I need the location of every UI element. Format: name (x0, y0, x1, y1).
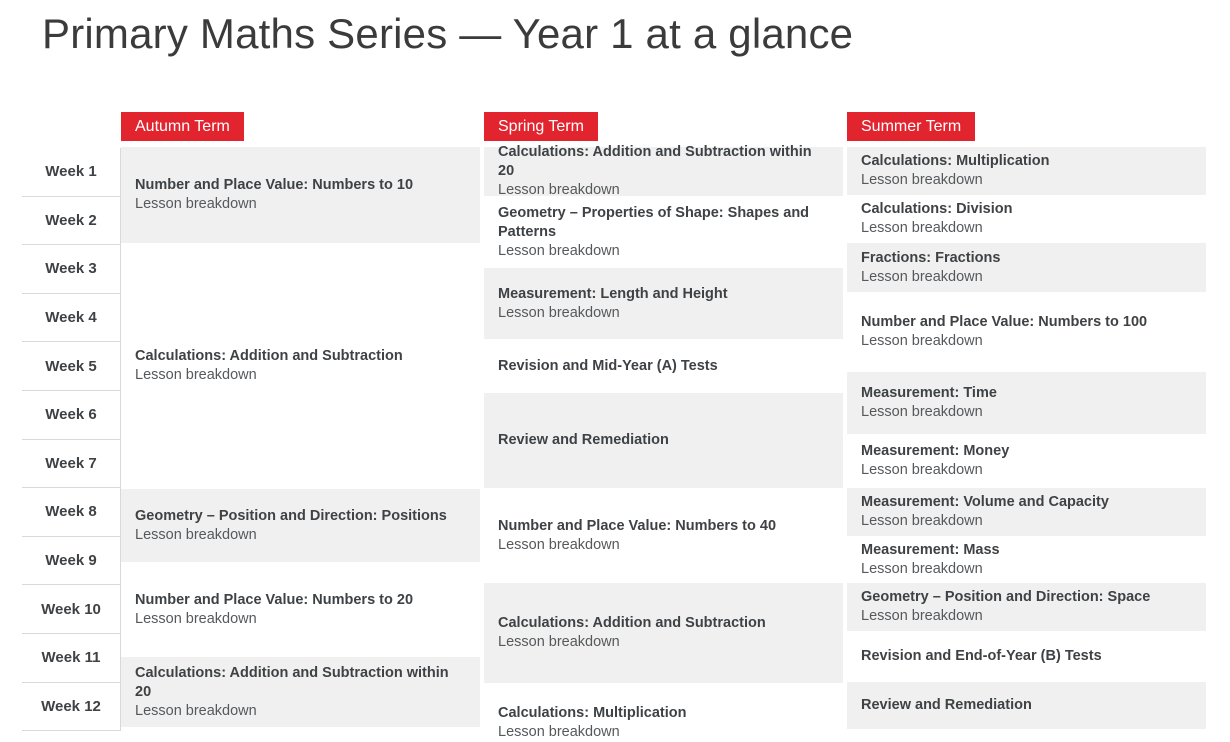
unit-title: Number and Place Value: Numbers to 20 (135, 591, 414, 608)
unit-title: Geometry – Properties of Shape: Shapes and Patterns (498, 204, 810, 240)
lesson-breakdown-link[interactable]: Lesson breakdown (498, 304, 620, 321)
week-column (22, 148, 121, 731)
term-column-summer-term (847, 112, 1206, 742)
unit-card (484, 268, 843, 339)
unit-card (484, 393, 843, 488)
unit-title: Geometry – Position and Direction: Positions (135, 507, 447, 524)
week-label: Week 2 (22, 197, 120, 246)
unit-card (847, 292, 1206, 372)
unit-title: Revision and Mid-Year (A) Tests (498, 357, 718, 374)
unit-card (847, 682, 1206, 729)
lesson-breakdown-link[interactable]: Lesson breakdown (135, 196, 257, 212)
lesson-breakdown-link[interactable]: Lesson breakdown (861, 404, 983, 420)
lesson-breakdown-link[interactable]: Lesson breakdown (861, 608, 983, 624)
unit-card (847, 488, 1206, 536)
lesson-breakdown-link[interactable]: Lesson breakdown (498, 182, 620, 198)
unit-card (847, 631, 1206, 682)
lesson-breakdown-link[interactable]: Lesson breakdown (861, 333, 983, 349)
unit-card (484, 583, 843, 683)
unit-card (847, 536, 1206, 583)
term-badge-autumn-term: Autumn Term (121, 112, 244, 141)
term-badge-spring-term: Spring Term (484, 112, 598, 141)
unit-title: Measurement: Volume and Capacity (861, 494, 1109, 510)
lesson-breakdown-link[interactable]: Lesson breakdown (498, 634, 620, 650)
week-label: Week 8 (22, 488, 120, 537)
lesson-breakdown-link[interactable]: Lesson breakdown (135, 367, 257, 383)
unit-title: Number and Place Value: Numbers to 10 (135, 177, 414, 193)
unit-card (121, 657, 480, 727)
unit-card (484, 683, 843, 742)
term-badge-summer-term: Summer Term (847, 112, 975, 141)
lesson-breakdown-link[interactable]: Lesson breakdown (498, 536, 620, 553)
term-unit-list (121, 147, 480, 727)
lesson-breakdown-link[interactable]: Lesson breakdown (861, 268, 983, 285)
unit-title: Calculations: Addition and Subtraction within 20 (135, 664, 449, 700)
unit-card (121, 243, 480, 489)
lesson-breakdown-link[interactable]: Lesson breakdown (135, 526, 257, 543)
unit-title: Calculations: Multiplication (498, 705, 687, 721)
term-unit-list (847, 147, 1206, 729)
unit-card (847, 372, 1206, 434)
unit-card (484, 144, 843, 198)
lesson-breakdown-link[interactable]: Lesson breakdown (498, 724, 620, 740)
unit-title: Review and Remediation (861, 697, 1032, 713)
unit-card (847, 583, 1206, 631)
unit-card (847, 147, 1206, 195)
unit-title: Calculations: Addition and Subtraction (135, 348, 403, 364)
term-column-spring-term (484, 112, 843, 742)
unit-card (847, 195, 1206, 243)
unit-title: Measurement: Time (861, 385, 997, 401)
lesson-breakdown-link[interactable]: Lesson breakdown (861, 220, 983, 236)
lesson-breakdown-link[interactable]: Lesson breakdown (135, 702, 257, 719)
lesson-breakdown-link[interactable]: Lesson breakdown (861, 172, 983, 188)
unit-title: Revision and End-of-Year (B) Tests (861, 648, 1102, 664)
unit-card (847, 243, 1206, 292)
week-label: Week 3 (22, 245, 120, 294)
term-unit-list (484, 144, 843, 742)
unit-title: Measurement: Mass (861, 541, 1000, 558)
unit-title: Fractions: Fractions (861, 249, 1001, 266)
lesson-breakdown-link[interactable]: Lesson breakdown (498, 242, 620, 259)
week-label: Week 9 (22, 537, 120, 586)
unit-card (484, 339, 843, 393)
lesson-breakdown-link[interactable]: Lesson breakdown (135, 610, 257, 627)
term-column-autumn-term (121, 112, 480, 742)
lesson-breakdown-link[interactable]: Lesson breakdown (861, 462, 983, 478)
unit-title: Calculations: Multiplication (861, 153, 1050, 169)
unit-card (121, 489, 480, 562)
unit-title: Geometry – Position and Direction: Space (861, 589, 1151, 605)
week-label: Week 10 (22, 585, 120, 634)
unit-title: Review and Remediation (498, 432, 669, 448)
unit-title: Measurement: Money (861, 443, 1010, 459)
week-label: Week 12 (22, 683, 120, 732)
week-label: Week 1 (22, 148, 120, 197)
unit-card (121, 147, 480, 243)
unit-card (847, 434, 1206, 488)
unit-title: Calculations: Addition and Subtraction within 20 (498, 144, 812, 179)
unit-title: Number and Place Value: Numbers to 100 (861, 314, 1148, 330)
page-title: Primary Maths Series — Year 1 at a glance (42, 10, 854, 57)
week-label: Week 4 (22, 294, 120, 343)
unit-title: Measurement: Length and Height (498, 285, 728, 302)
term-columns (121, 112, 1206, 742)
week-label: Week 6 (22, 391, 120, 440)
unit-card (484, 488, 843, 583)
lesson-breakdown-link[interactable]: Lesson breakdown (861, 513, 983, 529)
week-label: Week 5 (22, 342, 120, 391)
week-label: Week 7 (22, 440, 120, 489)
week-label: Week 11 (22, 634, 120, 683)
unit-card (484, 196, 843, 268)
unit-title: Calculations: Addition and Subtraction (498, 615, 766, 631)
unit-card (121, 562, 480, 657)
unit-title: Number and Place Value: Numbers to 40 (498, 517, 777, 534)
lesson-breakdown-link[interactable]: Lesson breakdown (861, 560, 983, 577)
unit-title: Calculations: Division (861, 201, 1013, 217)
